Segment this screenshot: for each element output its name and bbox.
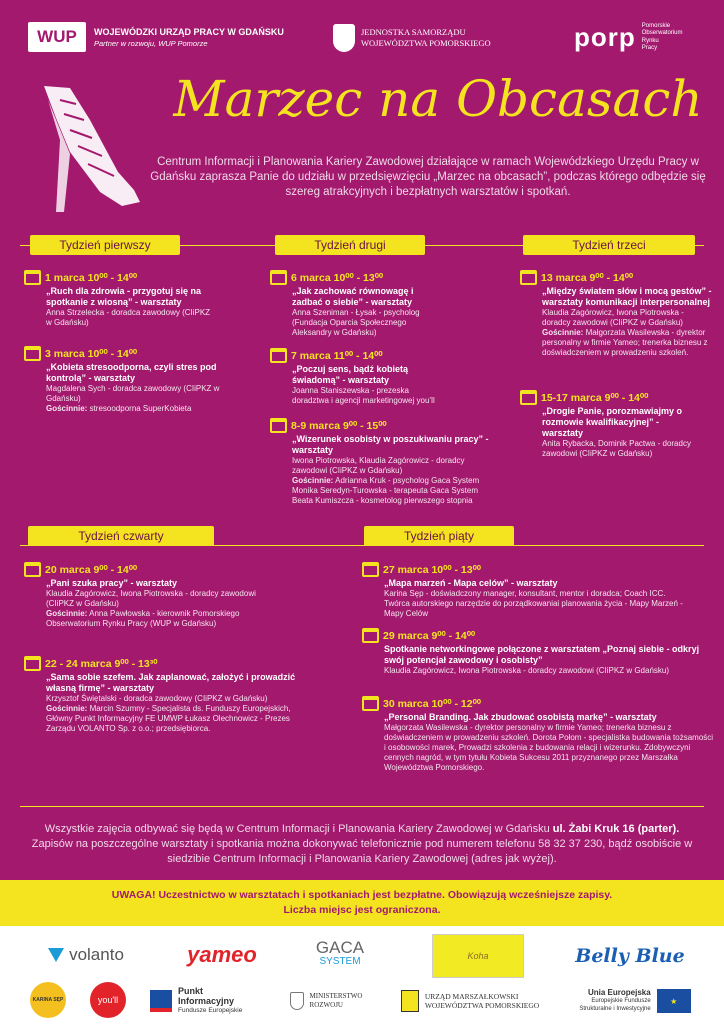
event-4: 7 marca 11⁰⁰ - 14⁰⁰ „Poczuj sens, bądź kobietą świadomą” - warsztaty Joanna Staniszewska - prezeska doradztwa i agencji marketingowej you’ll (292, 348, 442, 406)
js-line1: JEDNOSTKA SAMORZĄDU (361, 27, 466, 37)
calendar-icon (520, 390, 537, 405)
jednostka-header (333, 24, 491, 52)
week4-label: Tydzień czwarty (28, 526, 214, 546)
event-9: 22 - 24 marca 9⁰⁰ - 13³⁰ „Sama sobie szefem. Jak zaplanować, założyć i prowadzić własną firmę” - warsztaty Krzysztof Świętalski - doradca zawodowy (CIiPKZ w Gdańsku) Gościnnie: Marcin Szumny - Specjalista ds. Funduszy Europejskich, Główny Punkt Informacyjny FE UMWP Łukasz Olechnowicz - Prezes Zarządu VOLANTO Sp. z o.o.; przedsiębiorca. (46, 656, 296, 734)
event-12: 30 marca 10⁰⁰ - 12⁰⁰ „Personal Branding. Jak zbudować osobistą markę” - warsztaty Małgorzata Wasilewska - dyrektor personalny w firmie Yameo; trenerka biznesu z doświadczeniem w prowadzeniu szkoleń. Dorota Połom - specjalistka budowania tożsamości i osobowości marek, Prowadzi szkolenia z budowania relacji i wizerunku. Zdobywczyni cennych nagród, w tym tytułu Kobieta Sukcesu 2011 przyznanego przez Marszałka Województwa Pomorskiego. (384, 696, 714, 773)
wup-logo: WUP (28, 22, 86, 52)
fe-flag-icon (150, 990, 172, 1012)
griffin-crest-icon (333, 24, 355, 52)
calendar-icon (24, 562, 41, 577)
wup-header (28, 22, 284, 52)
divider-line (20, 806, 704, 807)
fundacja-logo: Koha (432, 934, 524, 978)
porp-line4: Pracy (641, 45, 658, 51)
volanto-triangle-icon (48, 948, 64, 962)
punkt-informacyjny-logo: Punkt Informacyjny Fundusze Europejskie (150, 982, 268, 1020)
wup-name: WOJEWÓDZKI URZĄD PRACY W GDAŃSKU (94, 26, 284, 37)
yameo-logo: yameo (187, 942, 257, 967)
eagle-emblem-icon (290, 992, 304, 1010)
warning-banner: UWAGA! Uczestnictwo w warsztatach i spotkaniach jest bezpłatne. Obowiązują wcześniejsze zapisy. Liczba miejsc jest ograniczona. (0, 880, 724, 926)
eu-flag-icon: ★ (657, 989, 691, 1013)
week3-label: Tydzień trzeci (523, 235, 695, 255)
calendar-icon (270, 270, 287, 285)
js-line2: WOJEWÓDZTWA POMORSKIEGO (361, 38, 491, 48)
event-7: 15-17 marca 9⁰⁰ - 14⁰⁰ „Drogie Panie, porozmawiajmy o rozmowie kwalifikacyjnej” - warsztaty Anita Rybacka, Dominik Pactwa - doradcy zawodowi (CIiPKZ w Gdańsku) (542, 390, 702, 459)
event-3: 6 marca 10⁰⁰ - 13⁰⁰ „Jak zachować równowagę i zadbać o siebie” - warsztaty Anna Szeniman - Łysak - psycholog (Fundacja Oparcia Społecznego Aleksandry w Gdańsku) (292, 270, 442, 338)
calendar-icon (362, 628, 379, 643)
unia-europejska-logo: Unia Europejska Europejskie Fundusze Strukturalne i Inwestycyjne ★ (560, 984, 710, 1018)
calendar-icon (520, 270, 537, 285)
calendar-icon (270, 418, 287, 433)
karina-sep-logo: KARINA SĘP (30, 982, 66, 1018)
calendar-icon (24, 346, 41, 361)
event-10: 27 marca 10⁰⁰ - 13⁰⁰ „Mapa marzeń - Mapa celów” - warsztaty Karina Sęp - doświadczony manager, konsultant, mentor i doradca; Coach ICC. Twórca autorskiego narzędzie do porządkowaniai planowania życia - Mapy Marzeń - Mapy Celów (384, 562, 684, 619)
calendar-icon (270, 348, 287, 363)
event-11: 29 marca 9⁰⁰ - 14⁰⁰ Spotkanie networkingowe połączone z warsztatem „Poznaj siebie - odkryj swój potencjał zawodowy i osobisty” Klaudia Zagórowicz, Iwona Piotrowska - doradcy zawodowi (CIiPKZ w Gdańsku) (384, 628, 704, 676)
high-heel-shoe-icon (30, 80, 148, 220)
calendar-icon (24, 270, 41, 285)
calendar-icon (362, 696, 379, 711)
wup-tagline: Partner w rozwoju, WUP Pomorze (94, 38, 208, 48)
event-2: 3 marca 10⁰⁰ - 14⁰⁰ „Kobieta stresoodporna, czyli stres pod kontrolą” - warsztaty Magdalena Sych - doradca zawodowy (CIiPKZ w Gdańsku) Gościnnie: stresoodporna SuperKobieta (46, 346, 226, 414)
event-8: 20 marca 9⁰⁰ - 14⁰⁰ „Pani szuka pracy” - warsztaty Klaudia Zagórowicz, Iwona Piotrowska - doradcy zawodowi (CIiPKZ w Gdańsku) Gościnnie: Anna Pawłowska - kierownik Pomorskiego Obserwatorium Rynku Pracy (WUP w Gdańsku) (46, 562, 276, 629)
event-1: 1 marca 10⁰⁰ - 14⁰⁰ „Ruch dla zdrowia - przygotuj się na spotkanie z wiosną” - warsztaty Anna Strzelecka - doradca zawodowy (CIiPKZ w Gdańsku) (46, 270, 216, 328)
youll-logo: you'll (90, 982, 126, 1018)
event-6: 13 marca 9⁰⁰ - 14⁰⁰ „Między światem słów i mocą gestów” - warsztaty komunikacji interpersonalnej Klaudia Zagórowicz, Iwona Piotrowska - doradcy zawodowi (CIiPKZ w Gdańsku) Gościnnie: Małgorzata Wasilewska - dyrektor personalny w firmie Yameo; trenerka biznesu z doświadczeniem w prowadzeniu szkoleń. (542, 270, 714, 358)
calendar-icon (362, 562, 379, 577)
sponsors-strip (0, 926, 724, 1024)
urzad-marszalkowski-logo: URZĄD MARSZAŁKOWSKI WOJEWÓDZTWA POMORSKIEGO (390, 984, 550, 1018)
event-5: 8-9 marca 9⁰⁰ - 15⁰⁰ „Wizerunek osobisty w poszukiwaniu pracy” - warsztaty Iwona Piotrowska, Klaudia Zagórowicz - doradcy zawodowi (CIiPKZ w Gdańsku) Gościnnie: Adrianna Kruk - psycholog Gaca System Monika Seredyn-Turowska - terapeuta Gaca System Beata Kumiszcza - kosmetolog pierwszego stopnia (292, 418, 492, 506)
porp-logo: porp (574, 22, 636, 52)
gaca-logo: GACA SYSTEM (315, 938, 365, 967)
address: ul. Żabi Kruk 16 (parter). (552, 823, 680, 835)
page-title: Marzec na Obcasach (173, 70, 703, 128)
porp-line3: Rynku (641, 37, 659, 44)
calendar-icon (24, 656, 41, 671)
footer-info: Wszystkie zajęcia odbywać się będą w Centrum Informacji i Planowania Kariery Zawodowej w Gdańsku ul. Żabi Kruk 16 (parter). Zapisów na poszczególne warsztaty i spotkania można dokonywać telefonicznie pod numerem telefonu 58 32 37 230, bądź osobiście w siedzibie Centrum Informacji i Planowania Kariery Zawodowej (adres jak wyżej). (31, 823, 693, 865)
week2-label: Tydzień drugi (275, 235, 425, 255)
volanto-logo: volanto (26, 940, 146, 970)
porp-line1: Pomorskie (641, 22, 671, 29)
intro-text: Centrum Informacji i Planowania Kariery Zawodowej działające w ramach Wojewódzkiego Urzędu Pracy w Gdańsku zaprasza Panie do udziału w przedsięwzięciu „Marzec na obcasach”, podczas którego odbędzie się szereg atrakcyjnych i bezpłatnych warsztatów i spotkań. (150, 156, 706, 198)
porp-line2: Obserwatorium (641, 30, 683, 36)
week1-label: Tydzień pierwszy (30, 235, 180, 255)
griffin-crest-icon (401, 990, 419, 1012)
porp-header (574, 22, 682, 53)
belly-blue-logo: Belly Blue (575, 945, 685, 967)
week5-label: Tydzień piąty (364, 526, 514, 546)
ministerstwo-logo: MINISTERSTWO ROZWOJU (276, 984, 376, 1018)
